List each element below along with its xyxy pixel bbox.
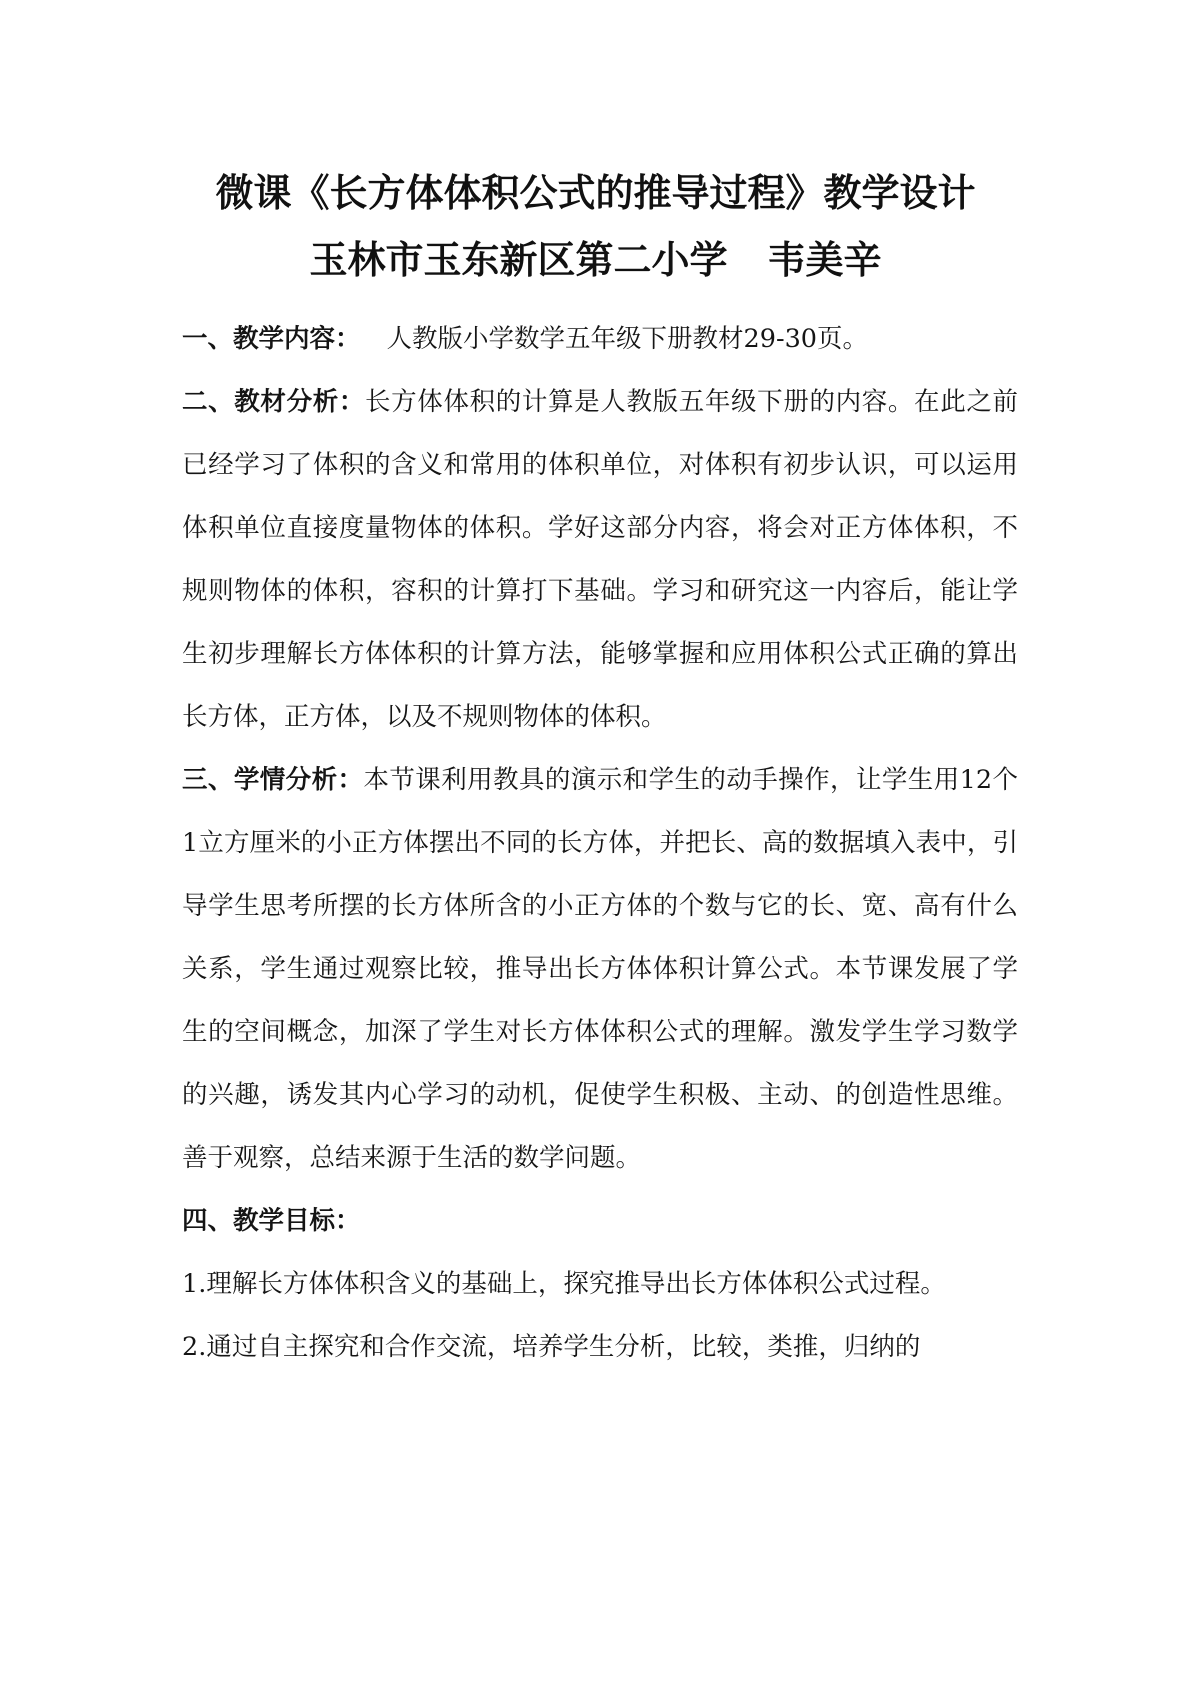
section-heading: 一、教学内容： <box>182 324 361 354</box>
section-material-analysis <box>182 371 1018 749</box>
objective-item: 1.理解长方体体积含义的基础上，探究推导出长方体体积公式过程。 <box>182 1269 946 1299</box>
author-name: 韦美辛 <box>767 238 882 282</box>
section-heading: 二、教材分析： <box>182 387 366 417</box>
section-heading: 四、教学目标： <box>182 1206 361 1236</box>
section-teaching-content <box>182 308 1018 371</box>
objective-item: 2.通过自主探究和合作交流，培养学生分析，比较，类推，归纳的 <box>182 1332 921 1362</box>
document-body <box>182 308 1018 1379</box>
school-name: 玉林市玉东新区第二小学 <box>309 238 728 282</box>
section-student-analysis <box>182 749 1018 1190</box>
section-text: 本节课利用教具的演示和学生的动手操作，让学生用12个1立方厘米的小正方体摆出不同的长方体，并把长、高的数据填入表中，引导学生思考所摆的长方体所含的小正方体的个数与它的长、宽、高有什么关系，学生通过观察比较，推导出长方体体积计算公式。本节课发展了学生的空间概念，加深了学生对长方体体积公式的理解。激发学生学习数学的兴趣，诱发其内心学习的动机，促使学生积极、主动、的创造性思维。善于观察，总结来源于生活的数学问题。 <box>182 765 1018 1173</box>
document-title: 微课《长方体体积公式的推导过程》教学设计 <box>215 171 976 215</box>
section-text: 人教版小学数学五年级下册教材29-30页。 <box>386 324 869 354</box>
section-heading: 三、学情分析： <box>182 765 364 795</box>
document-subtitle <box>0 237 1191 283</box>
section-text: 长方体体积的计算是人教版五年级下册的内容。在此之前已经学习了体积的含义和常用的体积单位，对体积有初步认识，可以运用体积单位直接度量物体的体积。学好这部分内容，将会对正方体体积，不规则物体的体积，容积的计算打下基础。学习和研究这一内容后，能让学生初步理解长方体体积的计算方法，能够掌握和应用体积公式正确的算出长方体，正方体，以及不规则物体的体积。 <box>182 387 1018 732</box>
section-teaching-objectives <box>182 1190 1018 1253</box>
